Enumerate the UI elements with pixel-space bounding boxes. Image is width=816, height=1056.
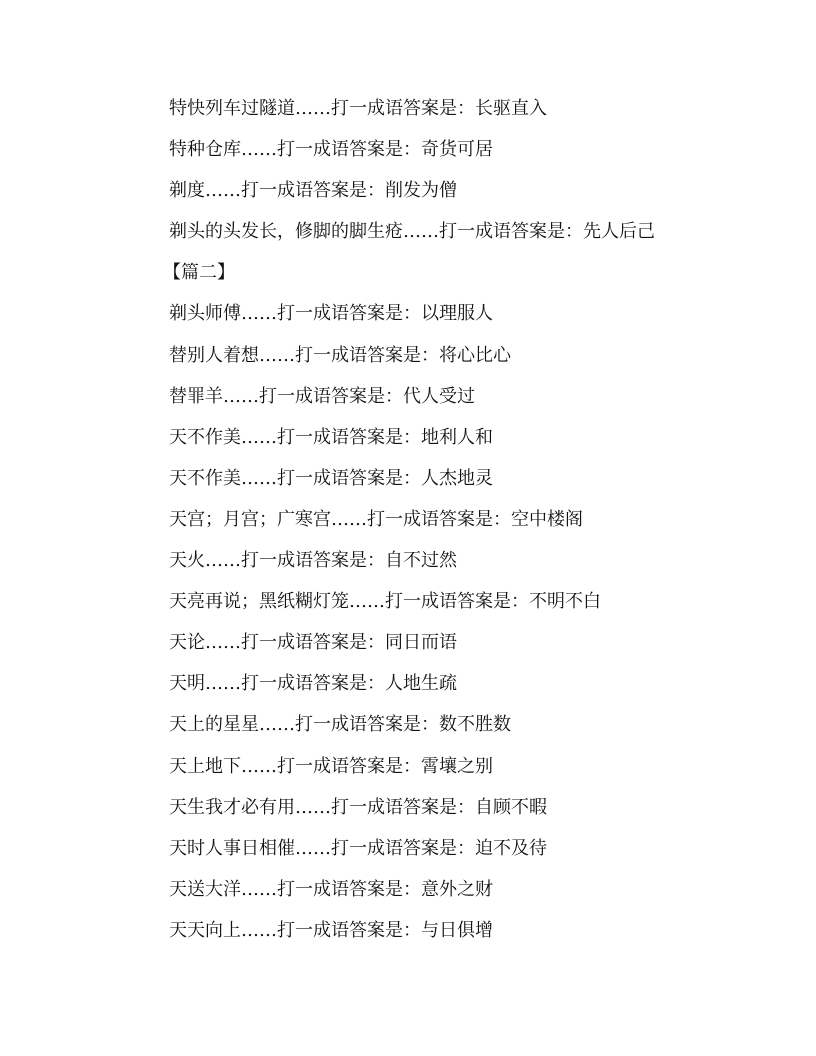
riddle-line: 天时人事日相催……打一成语答案是：迫不及待 bbox=[169, 837, 547, 859]
riddle-line: 剃头师傅……打一成语答案是：以理服人 bbox=[169, 303, 493, 325]
document-body bbox=[163, 88, 769, 951]
riddle-line: 天天向上……打一成语答案是：与日俱增 bbox=[169, 919, 493, 941]
riddle-line: 天论……打一成语答案是：同日而语 bbox=[169, 632, 457, 654]
riddle-line: 天送大洋……打一成语答案是：意外之财 bbox=[169, 878, 493, 900]
riddle-line: 替别人着想……打一成语答案是：将心比心 bbox=[169, 344, 511, 366]
riddle-line: 天亮再说；黑纸糊灯笼……打一成语答案是：不明不白 bbox=[169, 591, 601, 613]
riddle-line: 替罪羊……打一成语答案是：代人受过 bbox=[169, 385, 475, 407]
riddle-line: 特快列车过隧道……打一成语答案是：长驱直入 bbox=[169, 98, 547, 119]
riddle-line: 天宫；月宫；广寒宫……打一成语答案是：空中楼阁 bbox=[169, 508, 583, 530]
riddle-line: 特种仓库……打一成语答案是：奇货可居 bbox=[169, 139, 493, 161]
riddle-line: 天不作美……打一成语答案是：地利人和 bbox=[169, 426, 493, 448]
riddle-line: 天生我才必有用……打一成语答案是：自顾不暇 bbox=[169, 796, 547, 818]
riddle-line: 剃头的头发长，修脚的脚生疮……打一成语答案是：先人后己 bbox=[169, 221, 655, 243]
riddle-line: 剃度……打一成语答案是：削发为僧 bbox=[169, 180, 457, 202]
riddle-line: 天火……打一成语答案是：自不过然 bbox=[169, 550, 457, 572]
riddle-line: 天明……打一成语答案是：人地生疏 bbox=[169, 673, 457, 695]
riddle-line: 天不作美……打一成语答案是：人杰地灵 bbox=[169, 467, 493, 489]
riddle-line: 天上的星星……打一成语答案是：数不胜数 bbox=[169, 714, 511, 736]
section-heading: 【篇二】 bbox=[163, 262, 235, 284]
riddle-line: 天上地下……打一成语答案是：霄壤之别 bbox=[169, 755, 493, 777]
